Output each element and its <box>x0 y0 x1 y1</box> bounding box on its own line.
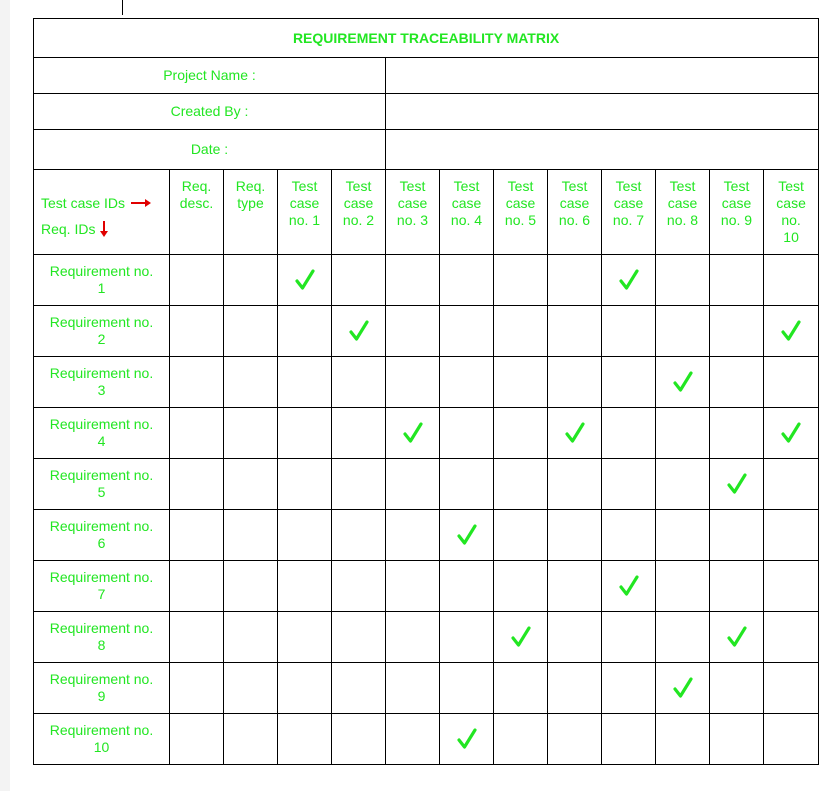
trace-cell[interactable] <box>602 459 656 510</box>
trace-cell[interactable] <box>332 510 386 561</box>
requirement-label-cell <box>34 459 170 510</box>
requirement-label-line: Requirement no. <box>49 671 154 687</box>
trace-cell[interactable] <box>656 561 710 612</box>
test-case-ids-label: Test case IDs <box>41 194 126 211</box>
trace-cell[interactable] <box>386 714 440 765</box>
trace-cell[interactable] <box>710 510 764 561</box>
trace-cell[interactable] <box>386 357 440 408</box>
trace-cell[interactable] <box>710 612 764 663</box>
trace-cell[interactable] <box>602 408 656 459</box>
trace-cell[interactable] <box>440 357 494 408</box>
trace-cell[interactable] <box>278 255 332 306</box>
req-desc-cell[interactable] <box>170 561 224 612</box>
trace-cell[interactable] <box>548 357 602 408</box>
trace-cell[interactable] <box>764 408 819 459</box>
checkmark-icon <box>673 371 693 393</box>
test-case-header-line: Test <box>399 178 426 194</box>
table-row <box>34 612 819 663</box>
requirement-label-line: 10 <box>93 739 110 755</box>
requirement-label-line: 2 <box>97 331 106 347</box>
trace-cell[interactable] <box>386 612 440 663</box>
trace-cell[interactable] <box>602 255 656 306</box>
checkmark-icon <box>781 422 801 444</box>
trace-cell[interactable] <box>656 612 710 663</box>
trace-cell[interactable] <box>440 408 494 459</box>
table-row <box>34 714 819 765</box>
test-case-header-line: no. 4 <box>450 212 483 228</box>
checkmark-icon <box>511 626 531 648</box>
checkmark-icon <box>457 728 477 750</box>
requirement-label-line: 8 <box>97 637 106 653</box>
trace-cell[interactable] <box>656 663 710 714</box>
project-name-label: Project Name : <box>34 58 386 94</box>
trace-cell[interactable] <box>548 408 602 459</box>
trace-cell[interactable] <box>548 612 602 663</box>
trace-cell[interactable] <box>332 663 386 714</box>
checkmark-icon <box>457 524 477 546</box>
test-case-header-line: case <box>613 195 644 211</box>
trace-cell[interactable] <box>332 255 386 306</box>
trace-cell[interactable] <box>602 357 656 408</box>
trace-cell[interactable] <box>332 459 386 510</box>
test-case-header-line: Test <box>778 178 804 194</box>
table-row <box>34 459 819 510</box>
requirement-label-line: 4 <box>97 433 106 449</box>
trace-cell[interactable] <box>764 510 819 561</box>
created-by-label: Created By : <box>34 94 386 130</box>
requirement-label-cell <box>34 255 170 306</box>
test-case-header-2 <box>332 170 386 255</box>
test-case-header-1 <box>278 170 332 255</box>
trace-cell[interactable] <box>764 561 819 612</box>
req-desc-cell[interactable] <box>170 663 224 714</box>
trace-cell[interactable] <box>278 306 332 357</box>
trace-cell[interactable] <box>278 510 332 561</box>
req-type-cell[interactable] <box>224 714 278 765</box>
trace-cell[interactable] <box>602 561 656 612</box>
trace-cell[interactable] <box>710 561 764 612</box>
trace-cell[interactable] <box>278 357 332 408</box>
req-desc-cell[interactable] <box>170 357 224 408</box>
test-case-header-line: Test <box>615 178 642 194</box>
date-label: Date : <box>34 130 386 170</box>
trace-cell[interactable] <box>548 306 602 357</box>
req-desc-cell[interactable] <box>170 714 224 765</box>
test-case-header-line: Test <box>345 178 372 194</box>
test-case-header-line: no. 9 <box>720 212 753 228</box>
test-case-header-line: case <box>289 195 320 211</box>
requirement-label-line: 7 <box>97 586 106 602</box>
trace-cell[interactable] <box>602 306 656 357</box>
checkmark-icon <box>349 320 369 342</box>
trace-cell[interactable] <box>764 306 819 357</box>
test-case-header-line: no. 2 <box>342 212 375 228</box>
test-case-header-line: Test <box>507 178 534 194</box>
requirement-label-cell <box>34 357 170 408</box>
trace-cell[interactable] <box>494 510 548 561</box>
test-case-header-line: no. 6 <box>558 212 591 228</box>
trace-cell[interactable] <box>656 408 710 459</box>
trace-cell[interactable] <box>764 459 819 510</box>
requirement-label-cell <box>34 510 170 561</box>
test-case-header-line: Test <box>291 178 318 194</box>
test-case-header-line: 10 <box>783 229 799 245</box>
test-case-header-line: case <box>343 195 374 211</box>
trace-cell[interactable] <box>656 510 710 561</box>
trace-cell[interactable] <box>656 357 710 408</box>
req-type-cell[interactable] <box>224 255 278 306</box>
trace-cell[interactable] <box>548 459 602 510</box>
test-case-header-line: case <box>776 195 806 211</box>
requirement-label-line: Requirement no. <box>49 620 154 636</box>
project-name-value[interactable] <box>386 58 819 94</box>
trace-cell[interactable] <box>548 510 602 561</box>
test-case-header-7 <box>602 170 656 255</box>
trace-cell[interactable] <box>764 255 819 306</box>
test-case-header-3 <box>386 170 440 255</box>
corner-header-cell <box>34 170 170 255</box>
trace-cell[interactable] <box>332 306 386 357</box>
table-row <box>34 561 819 612</box>
trace-cell[interactable] <box>386 459 440 510</box>
req-type-header <box>224 170 278 255</box>
trace-cell[interactable] <box>440 306 494 357</box>
test-case-header-5 <box>494 170 548 255</box>
trace-cell[interactable] <box>278 612 332 663</box>
test-case-header-line: no. 7 <box>612 212 645 228</box>
trace-cell[interactable] <box>764 663 819 714</box>
requirement-label-line: Requirement no. <box>49 722 154 738</box>
checkmark-icon <box>727 626 747 648</box>
test-case-header-line: no. 1 <box>288 212 321 228</box>
req-desc-header-line: Req. <box>181 178 212 194</box>
test-case-header-line: Test <box>723 178 750 194</box>
trace-cell[interactable] <box>494 561 548 612</box>
trace-cell[interactable] <box>386 306 440 357</box>
trace-cell[interactable] <box>386 561 440 612</box>
req-type-cell[interactable] <box>224 663 278 714</box>
checkmark-icon <box>673 677 693 699</box>
test-case-header-line: Test <box>453 178 480 194</box>
test-case-header-9 <box>710 170 764 255</box>
test-case-header-line: no. <box>781 212 801 228</box>
trace-cell[interactable] <box>332 357 386 408</box>
req-type-header-line: Req. <box>235 178 266 194</box>
req-type-cell[interactable] <box>224 612 278 663</box>
trace-cell[interactable] <box>332 561 386 612</box>
trace-cell[interactable] <box>440 510 494 561</box>
trace-cell[interactable] <box>764 714 819 765</box>
trace-cell[interactable] <box>710 714 764 765</box>
trace-cell[interactable] <box>710 408 764 459</box>
traceability-matrix-table <box>33 18 819 765</box>
checkmark-icon <box>565 422 585 444</box>
checkmark-icon <box>403 422 423 444</box>
trace-cell[interactable] <box>710 357 764 408</box>
arrow-down-icon <box>103 221 105 233</box>
test-case-header-line: case <box>667 195 698 211</box>
trace-cell[interactable] <box>386 510 440 561</box>
test-case-header-line: Test <box>669 178 696 194</box>
trace-cell[interactable] <box>494 459 548 510</box>
trace-cell[interactable] <box>332 612 386 663</box>
requirement-label-line: Requirement no. <box>49 467 154 483</box>
trace-cell[interactable] <box>440 255 494 306</box>
test-case-header-8 <box>656 170 710 255</box>
trace-cell[interactable] <box>494 663 548 714</box>
trace-cell[interactable] <box>440 663 494 714</box>
arrow-right-icon <box>131 202 147 204</box>
req-ids-label: Req. IDs <box>41 220 96 237</box>
trace-cell[interactable] <box>710 306 764 357</box>
trace-cell[interactable] <box>656 459 710 510</box>
trace-cell[interactable] <box>494 255 548 306</box>
trace-cell[interactable] <box>656 306 710 357</box>
trace-cell[interactable] <box>278 561 332 612</box>
requirement-label-line: Requirement no. <box>49 518 154 534</box>
trace-cell[interactable] <box>710 255 764 306</box>
trace-cell[interactable] <box>440 561 494 612</box>
requirement-label-line: Requirement no. <box>49 365 154 381</box>
checkmark-icon <box>727 473 747 495</box>
trace-cell[interactable] <box>440 612 494 663</box>
requirement-label-line: 9 <box>97 688 106 704</box>
requirement-label-cell <box>34 561 170 612</box>
req-type-cell[interactable] <box>224 306 278 357</box>
requirement-label-cell <box>34 714 170 765</box>
requirement-label-line: 6 <box>97 535 106 551</box>
req-desc-cell[interactable] <box>170 510 224 561</box>
trace-cell[interactable] <box>602 714 656 765</box>
trace-cell[interactable] <box>494 714 548 765</box>
table-row <box>34 357 819 408</box>
trace-cell[interactable] <box>548 561 602 612</box>
requirement-label-line: Requirement no. <box>49 416 154 432</box>
test-case-header-line: case <box>397 195 428 211</box>
test-case-header-4 <box>440 170 494 255</box>
test-case-header-6 <box>548 170 602 255</box>
requirement-label-line: Requirement no. <box>49 314 154 330</box>
req-type-cell[interactable] <box>224 561 278 612</box>
req-desc-cell[interactable] <box>170 459 224 510</box>
table-row <box>34 510 819 561</box>
req-desc-cell[interactable] <box>170 306 224 357</box>
trace-cell[interactable] <box>548 714 602 765</box>
requirement-label-cell <box>34 408 170 459</box>
requirement-label-line: Requirement no. <box>49 263 154 279</box>
test-case-header-line: case <box>721 195 752 211</box>
trace-cell[interactable] <box>278 408 332 459</box>
text-cursor <box>122 0 123 15</box>
trace-cell[interactable] <box>386 408 440 459</box>
requirement-label-line: 5 <box>97 484 106 500</box>
table-row <box>34 306 819 357</box>
trace-cell[interactable] <box>332 408 386 459</box>
trace-cell[interactable] <box>494 612 548 663</box>
matrix-title: REQUIREMENT TRACEABILITY MATRIX <box>34 19 819 58</box>
test-case-header-line: Test <box>561 178 588 194</box>
test-case-header-line: case <box>505 195 536 211</box>
requirement-label-line: 3 <box>97 382 106 398</box>
test-case-header-line: no. 5 <box>504 212 537 228</box>
requirement-label-cell <box>34 663 170 714</box>
trace-cell[interactable] <box>602 612 656 663</box>
created-by-value[interactable] <box>386 94 819 130</box>
trace-cell[interactable] <box>278 663 332 714</box>
trace-cell[interactable] <box>710 663 764 714</box>
trace-cell[interactable] <box>440 459 494 510</box>
test-case-header-line: no. 8 <box>666 212 699 228</box>
table-row <box>34 663 819 714</box>
trace-cell[interactable] <box>278 714 332 765</box>
trace-cell[interactable] <box>278 459 332 510</box>
requirement-label-line: 1 <box>97 280 106 296</box>
date-value[interactable] <box>386 130 819 170</box>
req-type-header-line: type <box>237 195 264 211</box>
table-row <box>34 255 819 306</box>
trace-cell[interactable] <box>764 612 819 663</box>
req-type-cell[interactable] <box>224 408 278 459</box>
trace-cell[interactable] <box>602 663 656 714</box>
req-desc-header <box>170 170 224 255</box>
req-desc-header-line: desc. <box>179 195 214 211</box>
trace-cell[interactable] <box>440 714 494 765</box>
trace-cell[interactable] <box>710 459 764 510</box>
req-type-cell[interactable] <box>224 357 278 408</box>
document-page <box>10 0 835 791</box>
trace-cell[interactable] <box>548 255 602 306</box>
checkmark-icon <box>619 269 639 291</box>
trace-cell[interactable] <box>494 357 548 408</box>
trace-cell[interactable] <box>656 255 710 306</box>
trace-cell[interactable] <box>494 306 548 357</box>
trace-cell[interactable] <box>656 714 710 765</box>
trace-cell[interactable] <box>386 255 440 306</box>
req-desc-cell[interactable] <box>170 612 224 663</box>
requirement-label-cell <box>34 306 170 357</box>
test-case-header-10 <box>764 170 819 255</box>
req-type-cell[interactable] <box>224 459 278 510</box>
requirement-label-cell <box>34 612 170 663</box>
trace-cell[interactable] <box>494 408 548 459</box>
req-type-cell[interactable] <box>224 510 278 561</box>
checkmark-icon <box>619 575 639 597</box>
test-case-header-line: no. 3 <box>396 212 429 228</box>
requirement-label-line: Requirement no. <box>49 569 154 585</box>
trace-cell[interactable] <box>332 714 386 765</box>
test-case-header-line: case <box>451 195 482 211</box>
req-desc-cell[interactable] <box>170 255 224 306</box>
req-desc-cell[interactable] <box>170 408 224 459</box>
checkmark-icon <box>295 269 315 291</box>
trace-cell[interactable] <box>386 663 440 714</box>
table-row <box>34 408 819 459</box>
trace-cell[interactable] <box>764 357 819 408</box>
test-case-header-line: case <box>559 195 590 211</box>
checkmark-icon <box>781 320 801 342</box>
trace-cell[interactable] <box>548 663 602 714</box>
trace-cell[interactable] <box>602 510 656 561</box>
